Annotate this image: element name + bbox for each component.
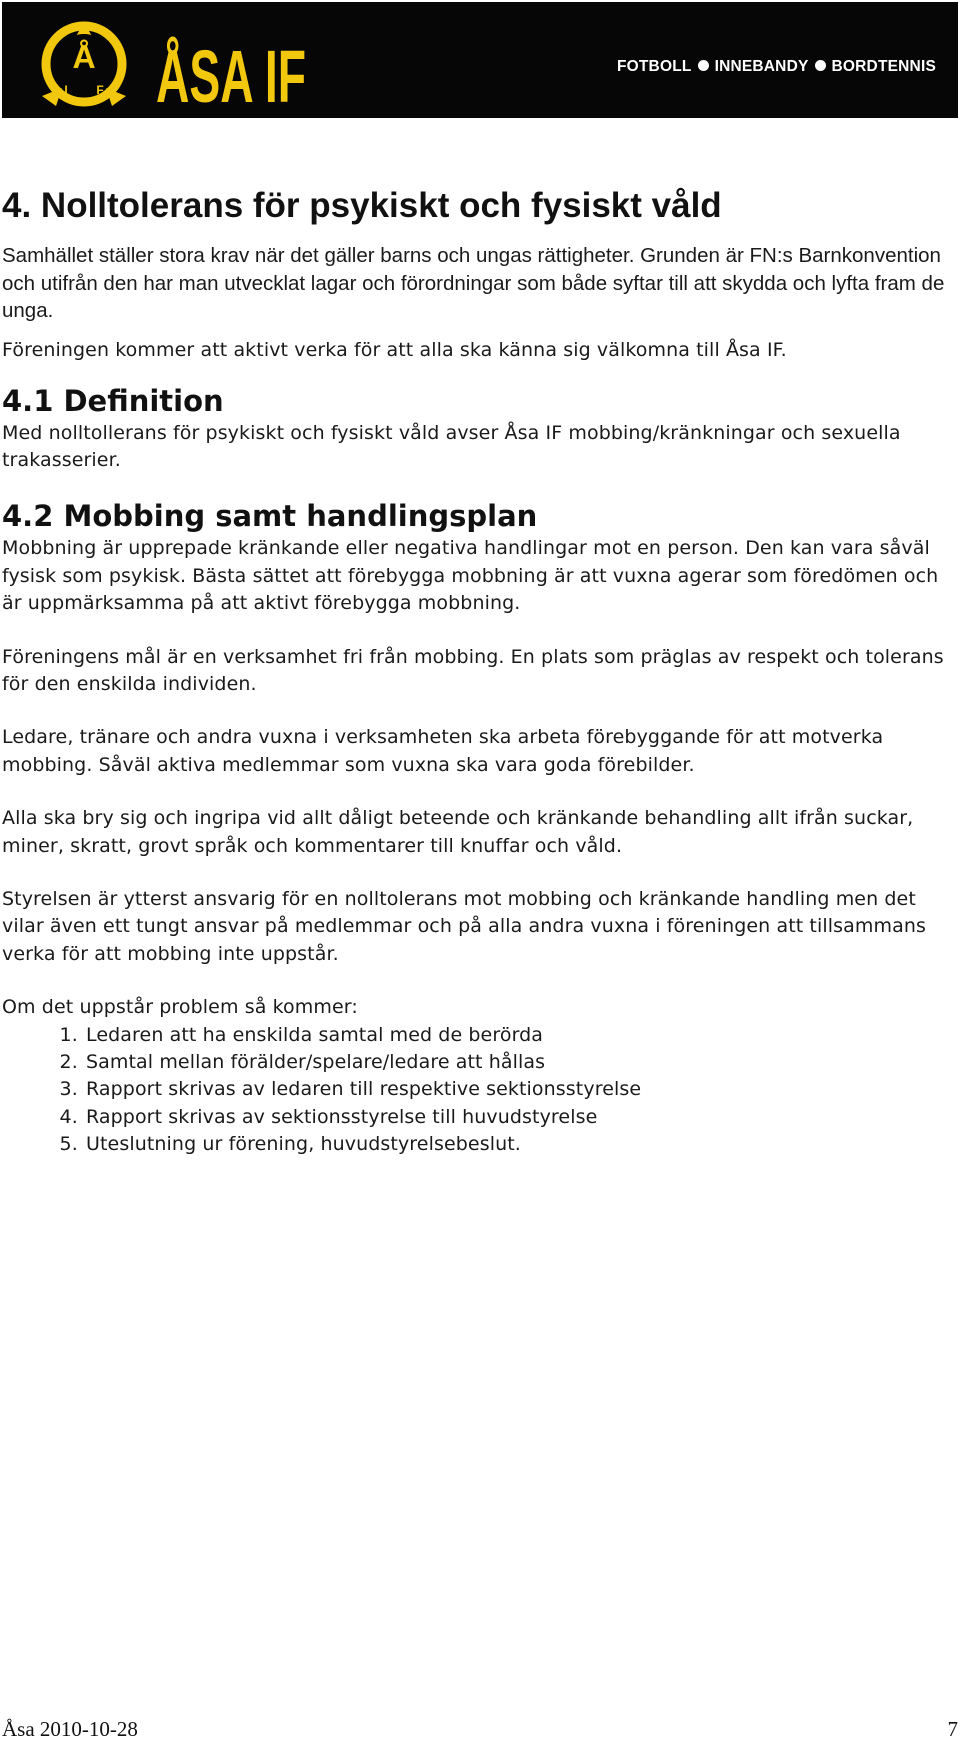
mobbing-heading: 4.2 Mobbing samt handlingsplan [2, 499, 538, 534]
section-title: 4. Nolltolerans för psykiskt och fysiskt våld [2, 186, 722, 225]
bullet-dot-icon [698, 60, 709, 71]
sports-tagline [617, 58, 936, 76]
list-item: 5. Uteslutning ur förening, huvudstyrelsebeslut. [84, 1131, 954, 1158]
brand-wordmark [152, 6, 312, 118]
mobbing-paragraph: Ledare, tränare och andra vuxna i verksamheten ska arbeta förebyggande för att motverka mobbing. Såväl aktiva medlemmar som vuxna ska vara goda förebilder. [2, 726, 884, 776]
action-steps-list [2, 1022, 954, 1159]
list-intro: Om det uppstår problem så kommer: [2, 996, 358, 1019]
welcome-paragraph: Föreningen kommer att aktivt verka för att alla ska känna sig välkomna till Åsa IF. [2, 338, 787, 361]
mobbing-paragraph: Föreningens mål är en verksamhet fri från mobbing. En plats som präglas av respekt och tolerans för den enskilda individen. [2, 645, 944, 695]
list-item: 3. Rapport skrivas av ledaren till respektive sektionsstyrelse [84, 1076, 954, 1103]
definition-heading: 4.1 Definition [2, 383, 224, 418]
intro-paragraph: Samhället ställer stora krav när det gäller barns och ungas rättigheter. Grunden är FN:s Barnkonvention och utifrån den har man utvecklat lagar och förordningar som både syftar till att skydda och lyfta fram de unga. [2, 244, 945, 322]
document-body [2, 183, 954, 1159]
sport-football: FOTBOLL [616, 58, 692, 75]
mobbing-paragraph: Alla ska bry sig och ingripa vid allt dåligt beteende och kränkande behandling allt ifrån suckar, miner, skratt, grovt språk och kommentarer till knuffar och våld. [2, 807, 914, 857]
header-banner [2, 2, 958, 118]
sport-table-tennis: BORDTENNIS [831, 58, 936, 75]
bullet-dot-icon [815, 60, 826, 71]
svg-text:I: I [64, 83, 68, 97]
footer-date: Åsa 2010-10-28 [2, 1717, 138, 1741]
mobbing-paragraph: Styrelsen är ytterst ansvarig för en nolltolerans mot mobbing och kränkande handling men det vilar även ett tungt ansvar på medlemmar och på alla andra vuxna i föreningen att tillsammans verka för att mobbing inte uppstår. [2, 887, 926, 965]
mobbing-paragraph: Mobbning är upprepade kränkande eller negativa handlingar mot en person. Den kan vara såväl fysisk som psykisk. Bästa sättet att förebygga mobbning är att vuxna agerar som föredömen och är uppmärksamma på att aktivt förebygga mobbning. [2, 537, 939, 615]
definition-text: Med nolltollerans för psykiskt och fysiskt våld avser Åsa IF mobbing/kränkningar och sexuella trakasserier. [2, 421, 901, 471]
page-number: 7 [947, 1717, 958, 1741]
svg-text:ÅSA IF: ÅSA IF [156, 35, 306, 118]
list-item: 4. Rapport skrivas av sektionsstyrelse till huvudstyrelse [84, 1104, 954, 1131]
list-item: 2. Samtal mellan förälder/spelare/ledare att hållas [84, 1049, 954, 1076]
list-item: 1. Ledaren att ha enskilda samtal med de berörda [84, 1022, 954, 1049]
svg-text:F: F [96, 83, 104, 97]
svg-text:Å: Å [72, 39, 96, 75]
club-logo-icon [36, 16, 132, 108]
sport-floorball: INNEBANDY [714, 58, 809, 75]
